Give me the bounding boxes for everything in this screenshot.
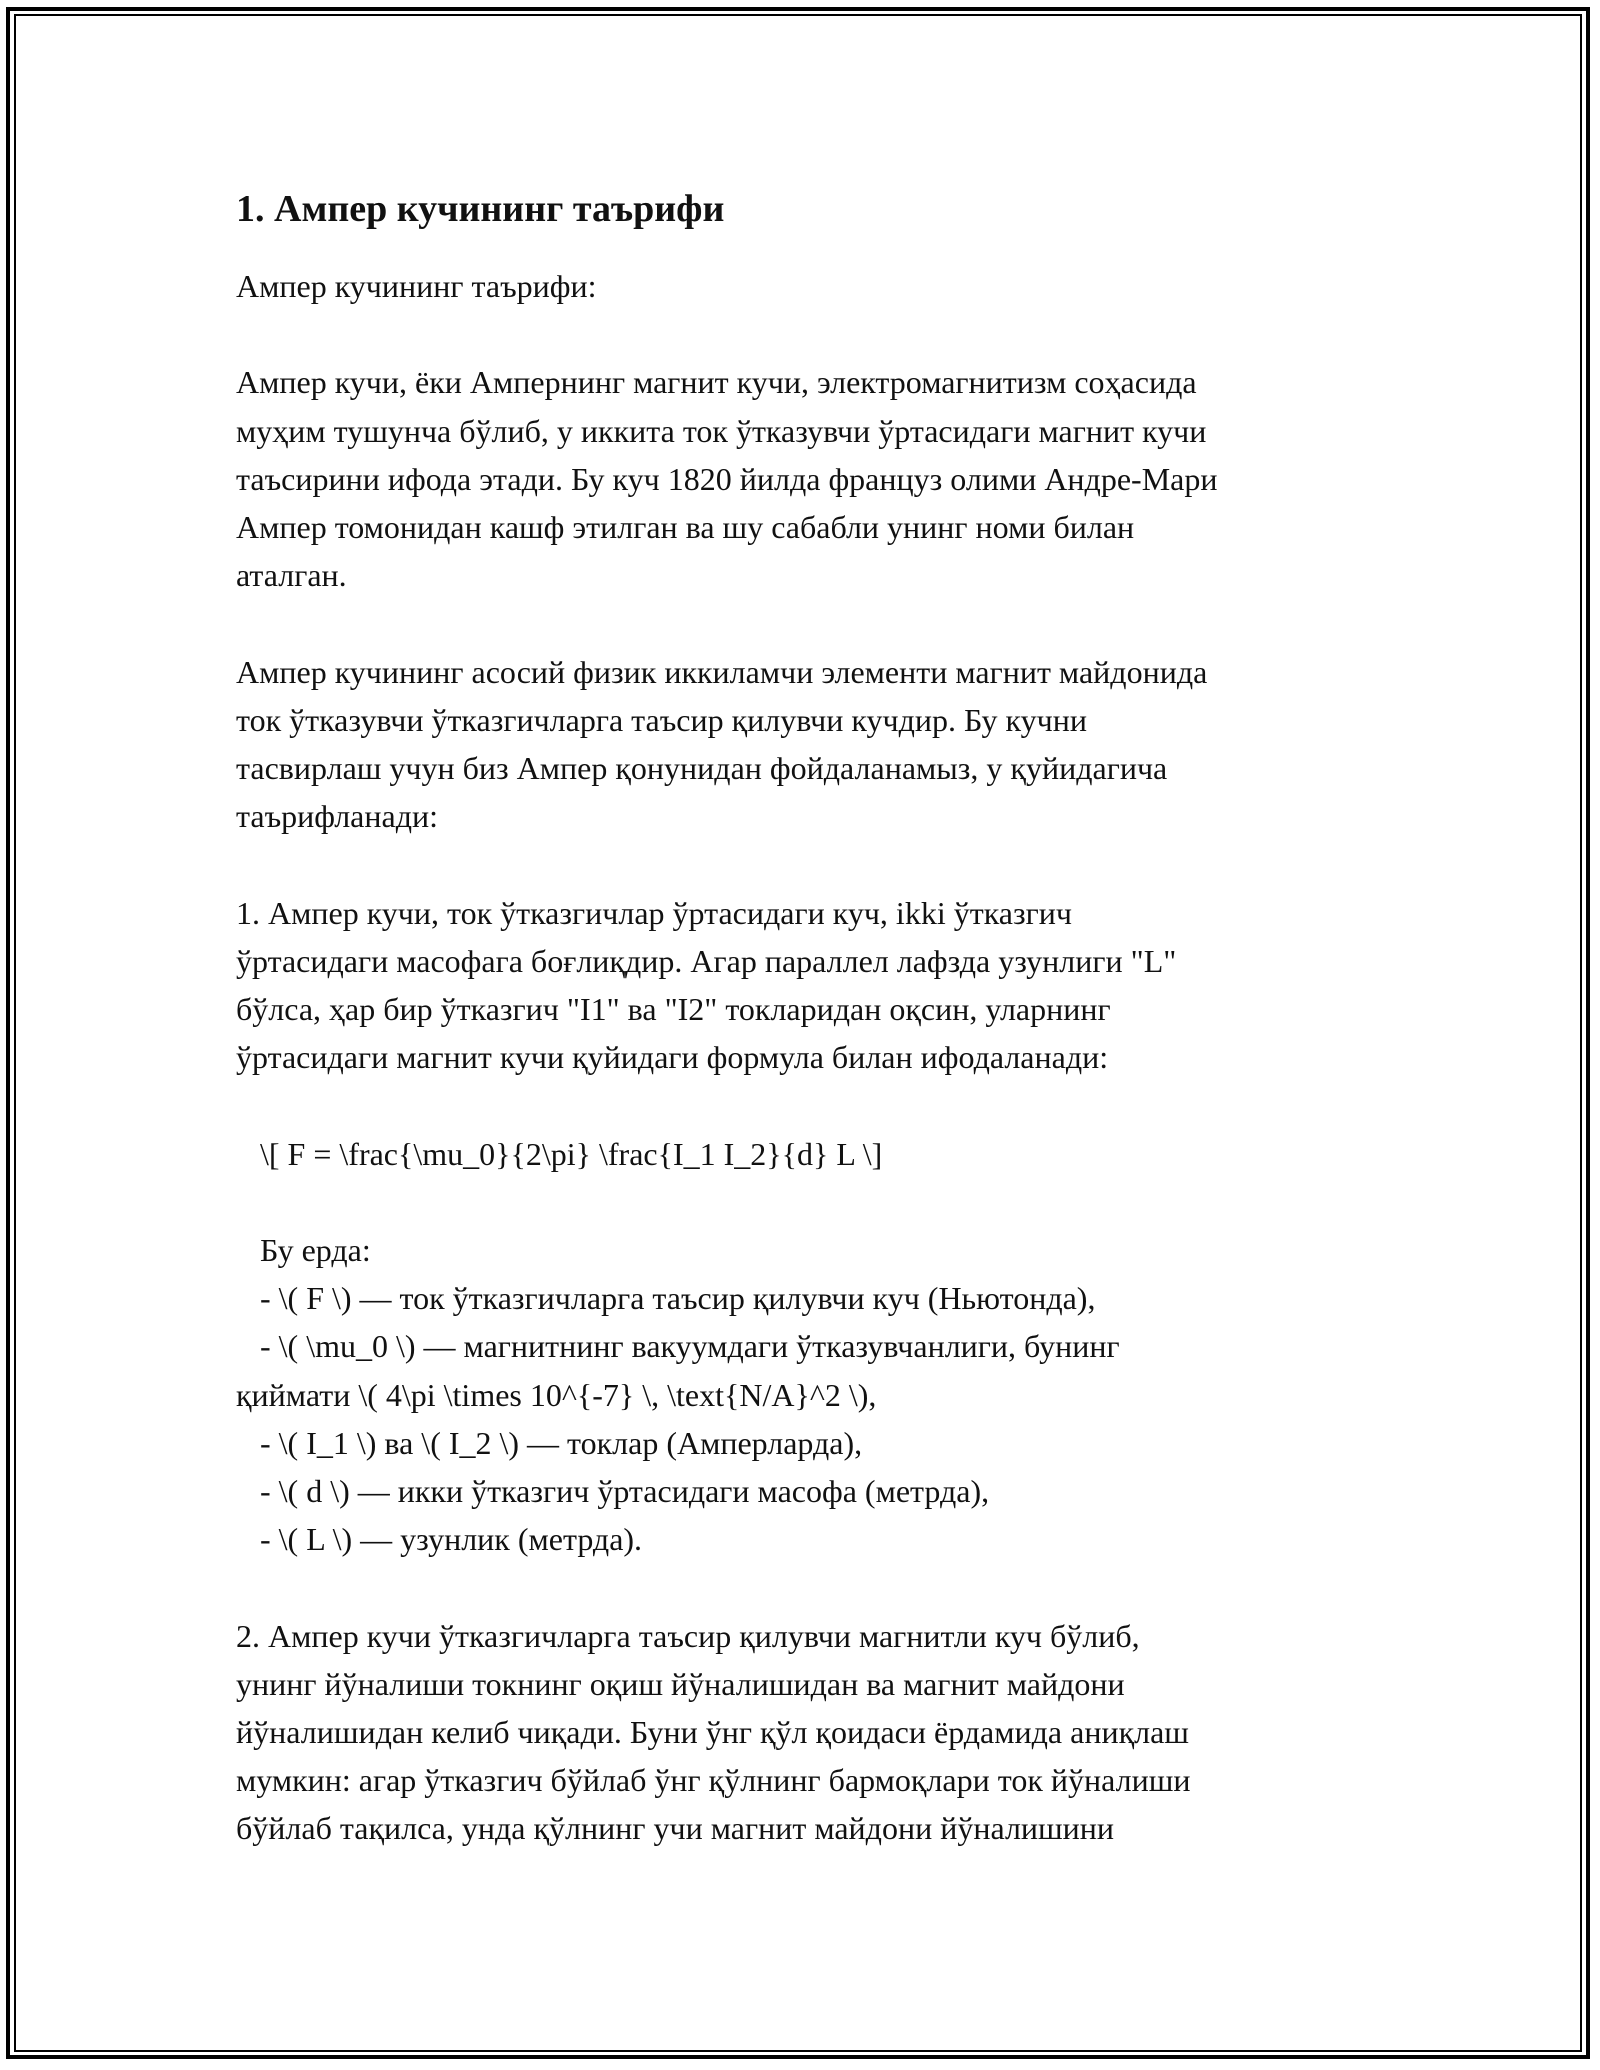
text-line: - \( d \) — икки ўтказгич ўртасидаги масофа (метрда), xyxy=(236,1473,990,1509)
text-line: мумкин: агар ўтказгич бўйлаб ўнг қўлнинг бармоқлари ток йўналиши xyxy=(236,1762,1191,1799)
document-body xyxy=(236,186,1376,1853)
text-line: ўртасидаги магнит кучи қуйидаги формула билан ифодаланади: xyxy=(236,1039,1109,1076)
text-line: аталган. xyxy=(236,557,347,594)
document-title: 1. Ампер кучининг таърифи xyxy=(236,188,725,230)
text-line: \[ F = \frac{\mu_0}{2\pi} \frac{I_1 I_2}{d} L \] xyxy=(236,1135,883,1172)
text-line: таърифланади: xyxy=(236,798,438,835)
text-line: 2. Ампер кучи ўтказгичларга таъсир қилувчи магнитли куч бўлиб, xyxy=(236,1617,1140,1654)
text-line: йўналишидан келиб чиқади. Буни ўнг қўл қоидаси ёрдамида аниқлаш xyxy=(236,1714,1189,1750)
document-text xyxy=(236,262,1376,1853)
text-line: 1. Ампер кучи, ток ўтказгичлар ўртасидаги куч, ikki ўтказгич xyxy=(236,894,1072,931)
text-line: - \( F \) — ток ўтказгичларга таъсир қилувчи куч (Ньютонда), xyxy=(236,1280,1096,1317)
paragraph xyxy=(236,262,1376,310)
text-line: Ампер кучининг таърифи: xyxy=(236,268,597,304)
text-line: унинг йўналиши токнинг оқиш йўналишидан ва магнит майдони xyxy=(236,1665,1125,1702)
paragraph xyxy=(236,1612,1376,1853)
text-line: ўртасидаги масофага боғлиқдир. Агар параллел лафзда узунлиги "L" xyxy=(236,942,1177,979)
text-line: - \( \mu_0 \) — магнитнинг вакуумдаги ўтказувчанлиги, бунинг xyxy=(236,1328,1120,1365)
paragraph xyxy=(236,358,1376,599)
paragraph-gap xyxy=(236,840,1376,888)
paragraph-gap xyxy=(236,310,1376,358)
paragraph xyxy=(236,648,1376,841)
paragraph xyxy=(236,1226,1376,1563)
paragraph xyxy=(236,1130,1376,1178)
paragraph-gap xyxy=(236,599,1376,647)
text-line: бўлса, ҳар бир ўтказгич "I1" ва "I2" токларидан оқсин, уларнинг xyxy=(236,991,1111,1027)
text-line: Бу ерда: xyxy=(236,1231,371,1268)
text-line: Ампер кучи, ёки Ампернинг магнит кучи, электромагнитизм соҳасида xyxy=(236,364,1197,401)
text-line: Ампер кучининг асосий физик иккиламчи элементи магнит майдонида xyxy=(236,653,1208,690)
text-line: бўйлаб тақилса, унда қўлнинг учи магнит майдони йўналишини xyxy=(236,1810,1115,1847)
paragraph-gap xyxy=(236,1081,1376,1129)
text-line: қиймати \( 4\pi \times 10^{-7} \, \text{N/A}^2 \), xyxy=(236,1376,877,1413)
text-line: тасвирлаш учун биз Ампер қонунидан фойдаланамыз, у қуйидагича xyxy=(236,750,1168,786)
paragraph xyxy=(236,889,1376,1082)
paragraph-gap xyxy=(236,1178,1376,1226)
text-line: муҳим тушунча бўлиб, у иккита ток ўтказувчи ўртасидаги магнит кучи xyxy=(236,412,1207,449)
paragraph-gap xyxy=(236,1563,1376,1611)
text-line: таъсирини ифода этади. Бу куч 1820 йилда француз олими Андре-Мари xyxy=(236,460,1218,497)
text-line: ток ўтказувчи ўтказгичларга таъсир қилувчи кучдир. Бу кучни xyxy=(236,701,1087,738)
text-line: - \( L \) — узунлик (метрда). xyxy=(236,1521,643,1558)
text-line: - \( I_1 \) ва \( I_2 \) — токлар (Амперларда), xyxy=(236,1424,863,1461)
text-line: Ампер томонидан кашф этилган ва шу сабабли унинг номи билан xyxy=(236,509,1135,545)
